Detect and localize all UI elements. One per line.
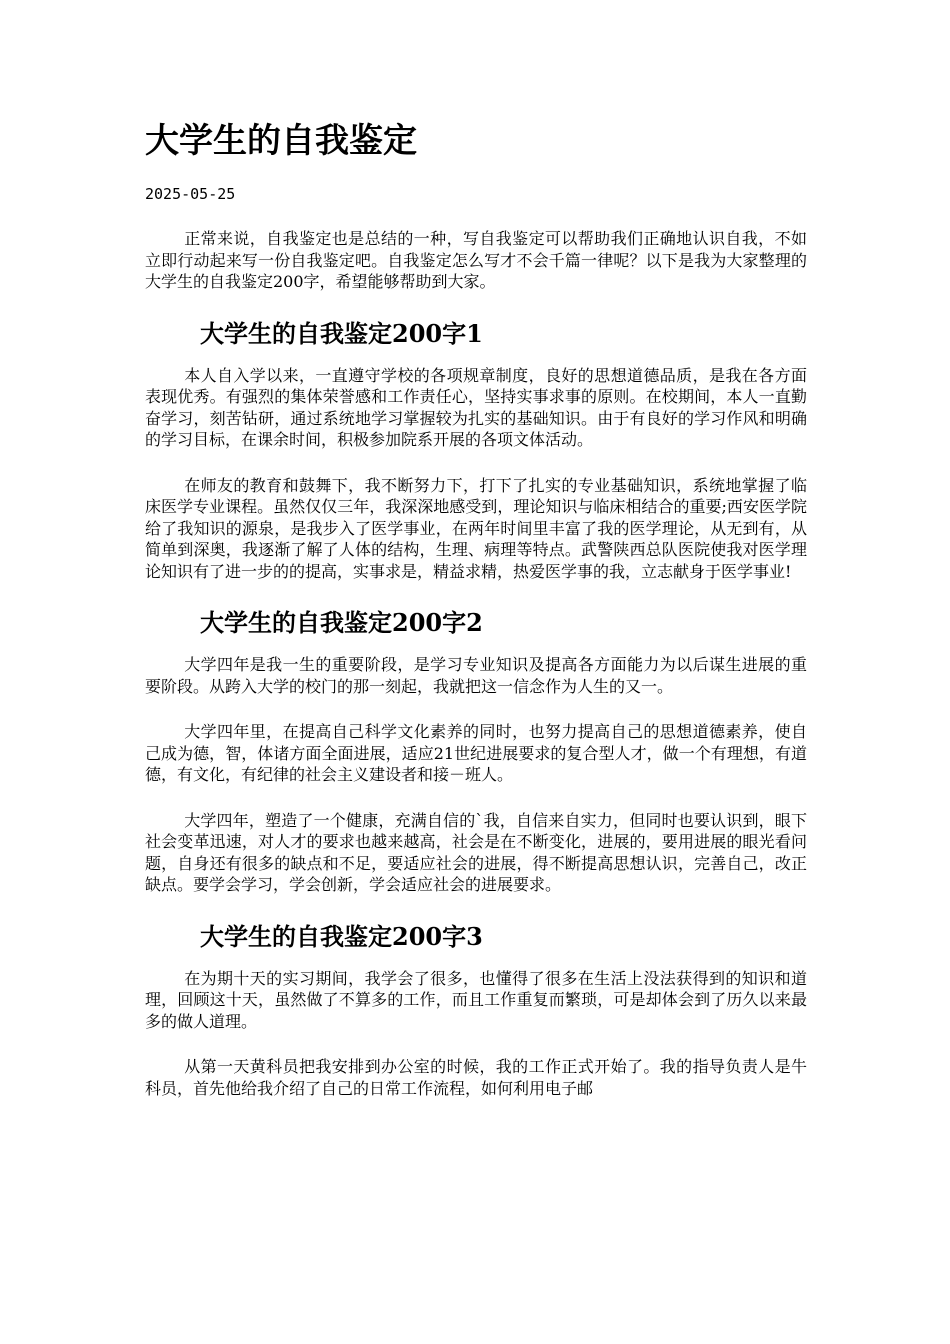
- section-2: [145, 605, 807, 896]
- section-paragraph: 大学四年是我一生的重要阶段，是学习专业知识及提高各方面能力为以后谋生进展的重要阶段。从跨入大学的校门的那一刻起，我就把这一信念作为人生的又一。: [145, 655, 807, 696]
- section-heading: 大学生的自我鉴定200字3: [200, 921, 483, 951]
- intro-paragraph: 正常来说，自我鉴定也是总结的一种，写自我鉴定可以帮助我们正确地认识自我，不如立即行动起来写一份自我鉴定吧。自我鉴定怎么写才不会千篇一律呢？以下是我为大家整理的大学生的自我鉴定200字，希望能够帮助到大家。: [145, 229, 807, 291]
- document-body: [145, 228, 807, 1123]
- section-heading: 大学生的自我鉴定200字2: [200, 608, 483, 637]
- section-paragraph: 在为期十天的实习期间，我学会了很多，也懂得了很多在生活上没法获得到的知识和道理，回顾这十天，虽然做了不算多的工作，而且工作重复而繁琐，可是却体会到了历久以来最多的做人道理。: [145, 968, 807, 1031]
- section-heading: 大学生的自我鉴定200字1: [200, 318, 483, 348]
- document-title: 大学生的自我鉴定: [145, 121, 417, 161]
- section-paragraph: 从第一天黄科员把我安排到办公室的时候，我的工作正式开始了。我的指导负责人是牛科员，首先他给我介绍了自己的日常工作流程，如何利用电子邮: [145, 1057, 807, 1098]
- section-paragraph: 大学四年，塑造了一个健康，充满自信的`我，自信来自实力，但同时也要认识到，眼下社会变革迅速，对人才的要求也越来越高，社会是在不断变化，进展的，要用进展的眼光看问题，自身还有很多的缺点和不足，要适应社会的进展，得不断提高思想认识，完善自己，改正缺点。要学会学习，学会创新，学会适应社会的进展要求。: [145, 810, 807, 894]
- section-1: [145, 316, 807, 583]
- section-3: [145, 919, 807, 1100]
- section-paragraph: 本人自入学以来，一直遵守学校的各项规章制度，良好的思想道德品质，是我在各方面表现优秀。有强烈的集体荣誉感和工作责任心，坚持实事求事的原则。在校期间，本人一直勤奋学习，刻苦钻研，通过系统地学习掌握较为扎实的基础知识。由于有良好的学习作风和明确的学习目标，在课余时间，积极参加院系开展的各项文体活动。: [145, 365, 807, 449]
- section-paragraph: 在师友的教育和鼓舞下，我不断努力下，打下了扎实的专业基础知识，系统地掌握了临床医学专业课程。虽然仅仅三年，我深深地感受到，理论知识与临床相结合的重要;西安医学院给了我知识的源泉，是我步入了医学事业，在两年时间里丰富了我的医学理论，从无到有，从简单到深奥，我逐渐了解了人体的结构，生理、病理等特点。武警陕西总队医院使我对医学理论知识有了进一步的的提高，实事求是，精益求精，热爱医学事的我，立志献身于医学事业!: [145, 475, 807, 581]
- document-date: 2025-05-25: [145, 185, 236, 203]
- section-paragraph: 大学四年里，在提高自己科学文化素养的同时，也努力提高自己的思想道德素养，使自己成为德，智，体诸方面全面进展，适应21世纪进展要求的复合型人才，做一个有理想，有道德，有文化，有纪律的社会主义建设者和接－班人。: [145, 722, 807, 784]
